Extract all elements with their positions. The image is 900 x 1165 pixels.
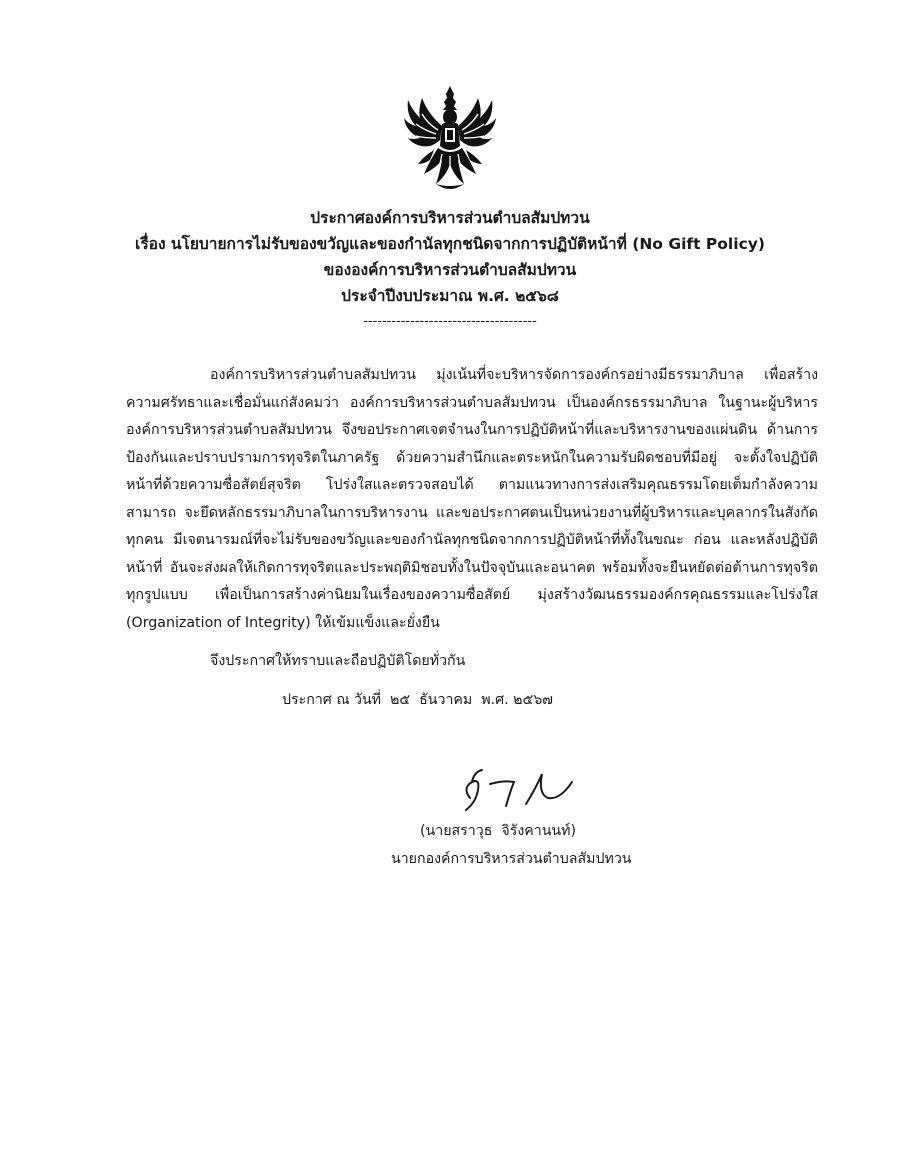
closing-statement: จึงประกาศให้ทราบและถือปฏิบัติโดยทั่วกัน — [210, 653, 466, 669]
signer-title: นายกองค์การบริหารส่วนตำบลสัมปทวน — [391, 851, 632, 867]
garuda-emblem-icon — [400, 84, 500, 194]
announcement-subject: เรื่อง นโยบายการไม่รับของขวัญและของกำนัลทุกชนิดจากการปฏิบัติหน้าที่ (No Gift Policy) — [135, 235, 765, 253]
handwritten-signature-icon — [452, 758, 582, 818]
announcement-fiscal-year: ประจำปีงบประมาณ พ.ศ. ๒๕๖๘ — [341, 287, 559, 305]
signer-name: (นายสราวุธ จิรังคานนท์) — [420, 823, 577, 839]
announcement-body: องค์การบริหารส่วนตำบลสัมปทวน มุ่งเน้นที่จะบริหารจัดการองค์กรอย่างมีธรรมาภิบาล เพื่อสร้างความศรัทธาและเชื่อมั่นแก่สังคมว่า องค์การบริหารส่วนตำบลสัมปทวน เป็นองค์กรธรรมาภิบาล ในฐานะผู้บริหารองค์การบริหารส่วนตำบลสัมปทวน จึงขอประกาศเจตจำนงในการปฏิบัติหน้าที่และบริหารงานของแผ่นดิน ด้านการป้องกันและปราบปรามการทุจริตในภาครัฐ ด้วยความสำนึกและตระหนักในความรับผิดชอบที่มีอยู่ จะตั้งใจปฏิบัติหน้าที่ด้วยความซื่อสัตย์สุจริต โปร่งใสและตรวจสอบได้ ตามแนวทางการส่งเสริมคุณธรรมโดยเต็มกำลังความสามารถ จะยึดหลักธรรมาภิบาลในการบริหารงาน และขอประกาศตนเป็นหน่วยงานที่ผู้บริหารและบุคลากรในสังกัดทุกคน มีเจตนารมณ์ที่จะไม่รับของขวัญและของกำนัลทุกชนิดจากการปฏิบัติหน้าที่ทั้งในขณะ ก่อน และหลังปฏิบัติหน้าที่ อันจะส่งผลให้เกิดการทุจริตและประพฤติมิชอบทั้งในปัจจุบันและอนาคต พร้อมทั้งจะยืนหยัดต่อต้านการทุจริตทุกรูปแบบ เพื่อเป็นการสร้างค่านิยมในเรื่องของความซื่อสัตย์ มุ่งสร้างวัฒนธรรมองค์กรคุณธรรมและโปร่งใส (Organization of Integrity) ให้เข้มแข็งและยั่งยืน — [126, 367, 818, 631]
header-divider: ------------------------------------- — [363, 314, 537, 329]
announcement-date: ประกาศ ณ วันที่ ๒๕ ธันวาคม พ.ศ. ๒๕๖๗ — [282, 692, 553, 708]
announcement-organization: ขององค์การบริหารส่วนตำบลสัมปทวน — [323, 261, 577, 279]
announcement-title: ประกาศองค์การบริหารส่วนตำบลสัมปทวน — [310, 209, 590, 227]
